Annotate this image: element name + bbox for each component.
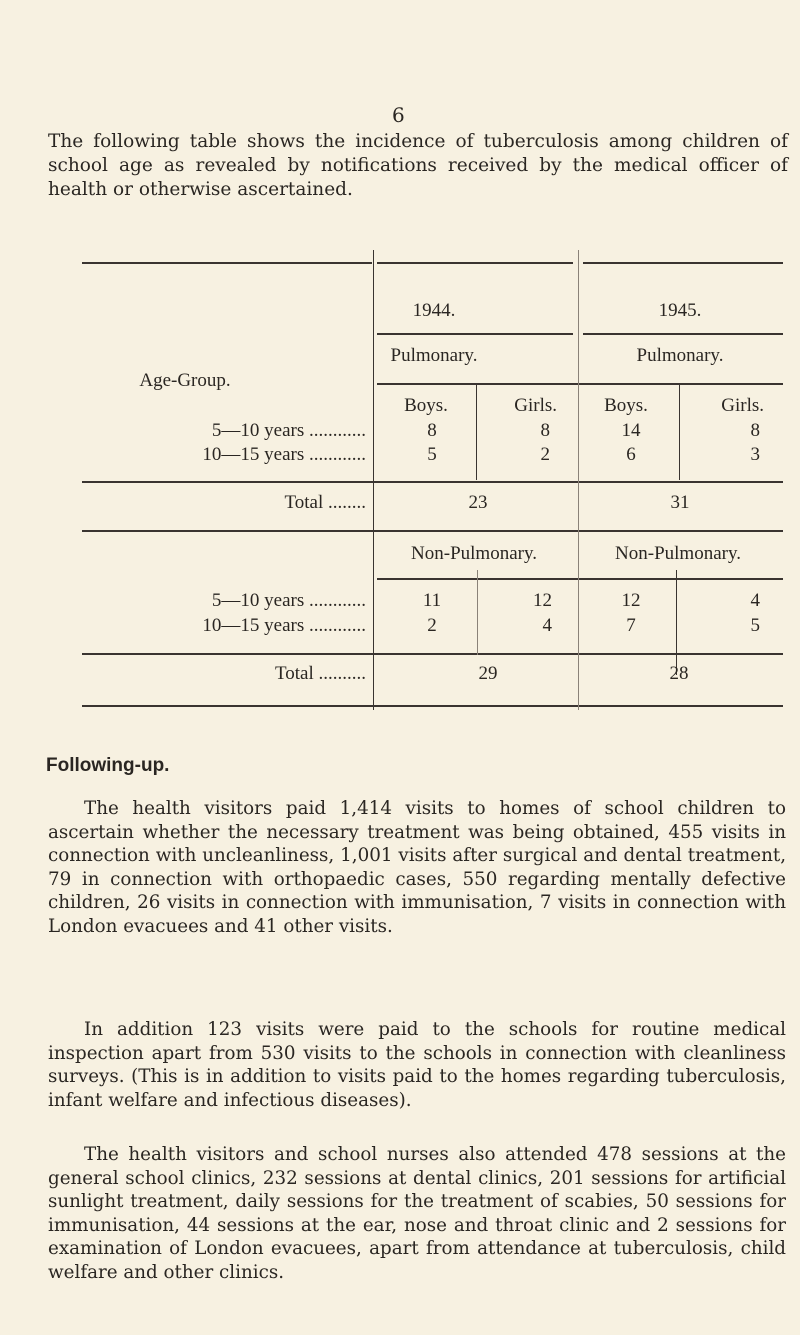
- cell: 5: [750, 615, 760, 636]
- row-age: 10—15 years ............: [202, 615, 366, 636]
- cell: 5: [427, 444, 437, 465]
- paragraph: The health visitors paid 1,414 visits to homes of school children to ascertain whether the necessary treatment was being obtained, 455 visits in connection with uncleanliness, 1,001 visits after surgical and dental treatment, 79 in connection with orthopaedic cases, 550 regarding mentally defective children, 26 visits in connection with immunisation, 7 visits in connection with London evacuees and 41 other visits.: [48, 798, 786, 937]
- non-pulmonary-1945-header: Non-Pulmonary.: [615, 543, 741, 564]
- cell: 8: [540, 420, 550, 441]
- girls-1945-header: Girls.: [721, 395, 764, 416]
- total-1945: 28: [669, 663, 689, 684]
- intro-paragraph: The following table shows the incidence of tuberculosis among children of school age as revealed by notifications received by the medical officer of health or otherwise ascertained.: [48, 131, 788, 200]
- cell: 2: [540, 444, 550, 465]
- cell: 2: [427, 615, 437, 636]
- cell: 4: [542, 615, 552, 636]
- cell: 12: [621, 590, 641, 611]
- cell: 12: [533, 590, 552, 611]
- total-label: Total ..........: [274, 663, 366, 684]
- row-age: 10—15 years ............: [202, 444, 366, 465]
- cell: 4: [750, 590, 760, 611]
- paragraph: In addition 123 visits were paid to the schools for routine medical inspection apart from 530 visits to the schools in connection with cleanliness surveys. (This is in addition to visits paid to the homes regarding tuberculosis, infant welfare and infectious diseases).: [48, 1019, 786, 1111]
- year-1945-header: 1945.: [658, 300, 702, 321]
- boys-1945-header: Boys.: [604, 395, 648, 416]
- total-1944: 23: [468, 492, 488, 513]
- pulmonary-1945-header: Pulmonary.: [636, 345, 724, 366]
- page-number: 6: [392, 103, 405, 127]
- pulmonary-1944-header: Pulmonary.: [390, 345, 478, 366]
- cell: 8: [427, 420, 437, 441]
- row-age: 5—10 years ............: [211, 420, 366, 441]
- paragraph: The health visitors and school nurses also attended 478 sessions at the general school clinics, 232 sessions at dental clinics, 201 sessions for artificial sunlight treatment, daily sessions for the treatment of scabies, 50 sessions for immunisation, 44 sessions at the ear, nose and throat clinic and 2 sessions for examination of London evacuees, apart from attendance at tuberculosis, child welfare and other clinics.: [48, 1144, 786, 1283]
- cell: 6: [626, 444, 636, 465]
- section-heading: Following-up.: [46, 755, 170, 776]
- non-pulmonary-1944-header: Non-Pulmonary.: [411, 543, 537, 564]
- cell: 3: [750, 444, 760, 465]
- boys-1944-header: Boys.: [404, 395, 448, 416]
- cell: 7: [626, 615, 636, 636]
- cell: 14: [621, 420, 641, 441]
- year-1944-header: 1944.: [412, 300, 456, 321]
- total-1945: 31: [670, 492, 690, 513]
- cell: 8: [750, 420, 760, 441]
- girls-1944-header: Girls.: [514, 395, 557, 416]
- total-label: Total ........: [284, 492, 366, 513]
- age-group-header: Age-Group.: [139, 370, 231, 391]
- row-age: 5—10 years ............: [211, 590, 366, 611]
- total-1944: 29: [478, 663, 498, 684]
- cell: 11: [422, 590, 442, 611]
